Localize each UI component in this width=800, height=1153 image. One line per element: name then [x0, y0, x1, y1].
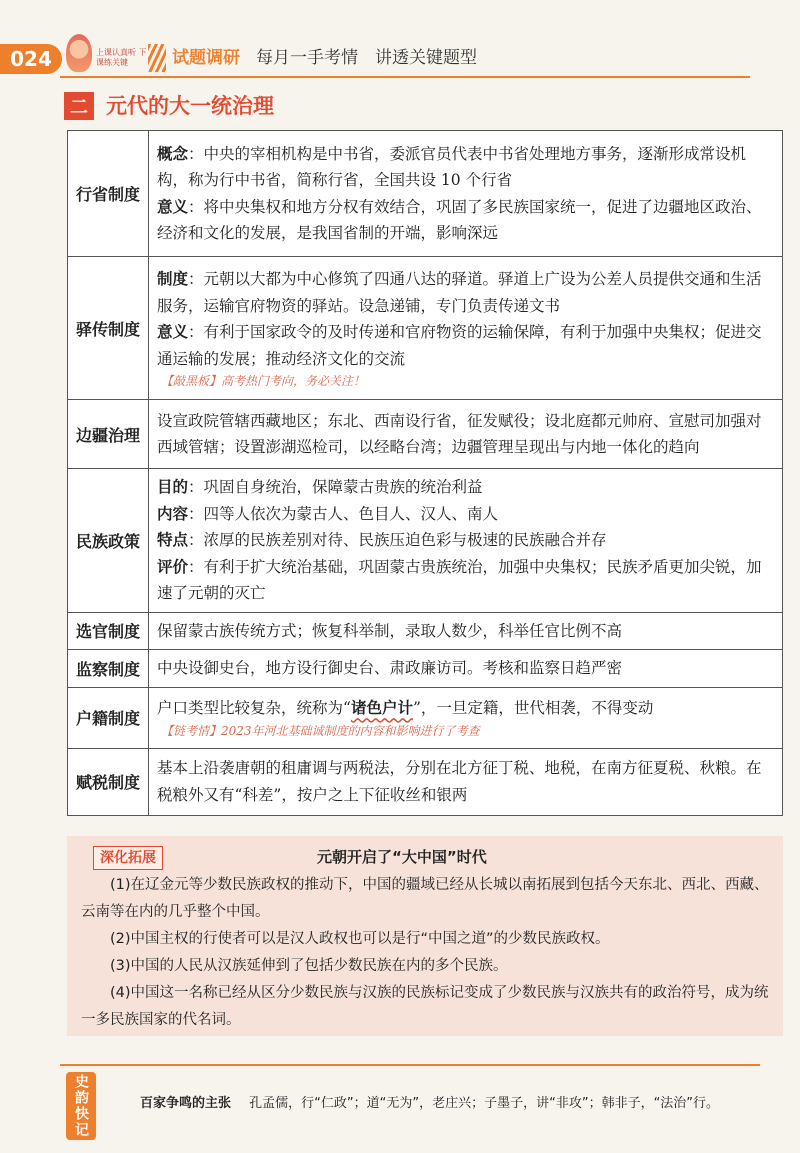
footer-content: 孔孟儒，行“仁政”；道“无为”，老庄兴；子墨子，讲“非攻”；韩非子，“法治”行。	[249, 1096, 720, 1111]
expansion-paragraph: (3)中国的人民从汉族延伸到了包括少数民族在内的多个民族。	[110, 958, 508, 974]
line-text: ：有利于扩大统治基础，巩固蒙古贵族统治，加强中央集权；民族矛盾更加尖锐，加速了元朝的灭亡	[157, 557, 762, 602]
row-content	[149, 257, 783, 400]
row-content: 设宣政院管辖西藏地区；东北、西南设行省，征发赋役；设北庭都元帅府、宣慰司加强对西域管辖；设置澎湖巡检司，以经略台湾；边疆管理呈现出与内地一体化的趋向	[149, 400, 783, 469]
row-content	[149, 687, 783, 748]
content-line	[157, 527, 774, 554]
highlighted-term: 诸色户计	[350, 698, 413, 718]
page-number: 024	[0, 44, 62, 74]
line-key: 意义	[157, 197, 189, 216]
line-text: ：将中央集权和地方分权有效结合，巩固了多民族国家统一，促进了边疆地区政治、经济和文化的发展，是我国省制的开端，影响深远	[157, 197, 762, 242]
line-text: ”，一旦定籍，世代相袭，不得变动	[412, 699, 654, 718]
footer-label: 百家争鸣的主张	[140, 1096, 232, 1111]
line-text: ：浓厚的民族差别对待、民族压迫色彩与极速的民族融合并存	[188, 531, 607, 549]
line-text: ：巩固自身统治，保障蒙古贵族的统治利益	[188, 478, 483, 496]
line-text: ：中央的宰相机构是中书省，委派官员代表中书省处理地方事务，逐渐形成常设机构，称为行中书省，简称行省，全国共设 10 个行省	[157, 144, 747, 189]
line-key: 特点	[157, 531, 189, 549]
governance-table	[67, 130, 783, 816]
header-subtitle: 每月一手考情 讲透关键题型	[256, 48, 477, 68]
header-divider	[60, 76, 750, 78]
line-key: 概念	[157, 144, 189, 163]
line-text: ：四等人依次为蒙古人、色目人、汉人、南人	[188, 504, 499, 523]
content-line	[157, 266, 774, 319]
slash-decoration-icon	[148, 44, 166, 72]
table-row	[68, 400, 783, 469]
table-row	[68, 469, 783, 613]
table-row	[68, 131, 783, 257]
side-tag: 史韵快记	[66, 1072, 96, 1140]
row-label: 行省制度	[68, 131, 149, 257]
header-section-name: 试题调研	[172, 48, 240, 68]
row-label: 民族政策	[68, 469, 149, 613]
exam-note: 【敲黑板】高考热门考向，务必关注！	[161, 374, 366, 388]
line-text: ：有利于国家政令的及时传递和官府物资的运输保障，有利于加强中央集权；促进交通运输的发展；推动经济文化的交流	[157, 323, 762, 368]
row-content: 中央设御史台，地方设行御史台、肃政廉访司。考核和监察日趋严密	[149, 650, 783, 688]
row-label: 监察制度	[68, 650, 149, 688]
content-line	[157, 194, 774, 247]
table-row	[68, 257, 783, 400]
table-row	[68, 687, 783, 748]
logo-slogan: 上课认真听 下课练关键	[96, 48, 147, 67]
content-line	[157, 554, 774, 607]
row-label: 驿传制度	[68, 257, 149, 400]
footer-mnemonic	[140, 1092, 719, 1111]
row-label: 户籍制度	[68, 687, 149, 748]
line-key: 制度	[157, 270, 189, 288]
row-content: 保留蒙古族传统方式；恢复科举制，录取人数少，科举任官比例不高	[149, 612, 783, 650]
page-header	[0, 38, 800, 82]
line-text: 户口类型比较复杂，统称为“	[157, 699, 351, 718]
row-content	[149, 131, 783, 257]
content-line	[157, 501, 774, 528]
expansion-title: 元朝开启了“大中国”时代	[317, 848, 487, 866]
row-content: 基本上沿袭唐朝的租庸调与两税法，分别在北方征丁税、地税，在南方征夏税、秋粮。在税粮外又有“科差”，按户之上下征收丝和银两	[149, 748, 783, 815]
line-key: 目的	[157, 478, 189, 496]
row-label: 赋税制度	[68, 748, 149, 815]
footer-divider	[60, 1064, 760, 1066]
line-key: 内容	[157, 504, 189, 523]
row-content	[149, 469, 783, 613]
section-number: 二	[64, 92, 94, 120]
exam-note: 【链考情】2023年河北基础诚制度的内容和影响进行了考查	[161, 723, 480, 738]
table-row	[68, 748, 783, 815]
content-line	[157, 474, 774, 501]
row-label: 边疆治理	[68, 400, 149, 469]
mascot-icon	[66, 34, 92, 72]
line-text: ：元朝以大都为中心修筑了四通八达的驿道。驿道上广设为公差人员提供交通和生活服务，运输官府物资的驿站。设急递铺，专门负责传递文书	[157, 270, 762, 315]
expansion-body	[81, 872, 771, 1034]
expansion-box	[67, 836, 783, 1036]
expansion-paragraph: (2)中国主权的行使者可以是汉人政权也可以是行“中国之道”的少数民族政权。	[110, 931, 610, 947]
row-label: 选官制度	[68, 612, 149, 650]
brand-logo	[66, 40, 150, 76]
table-row	[68, 612, 783, 650]
expansion-paragraph: (4)中国这一名称已经从区分少数民族与汉族的民族标记变成了少数民族与汉族共有的政治符号，成为统一多民族国家的代名词。	[81, 985, 769, 1028]
expansion-paragraph: (1)在辽金元等少数民族政权的推动下，中国的疆域已经从长城以南拓展到包括今天东北、西北、西藏、云南等在内的几乎整个中国。	[81, 877, 769, 920]
content-line	[157, 319, 774, 372]
section-title: 元代的大一统治理	[106, 94, 274, 118]
table-row	[68, 650, 783, 688]
content-line	[157, 695, 774, 722]
content-line	[157, 141, 774, 194]
line-key: 意义	[157, 323, 189, 341]
line-key: 评价	[157, 557, 189, 576]
expansion-tag: 深化拓展	[93, 846, 163, 870]
